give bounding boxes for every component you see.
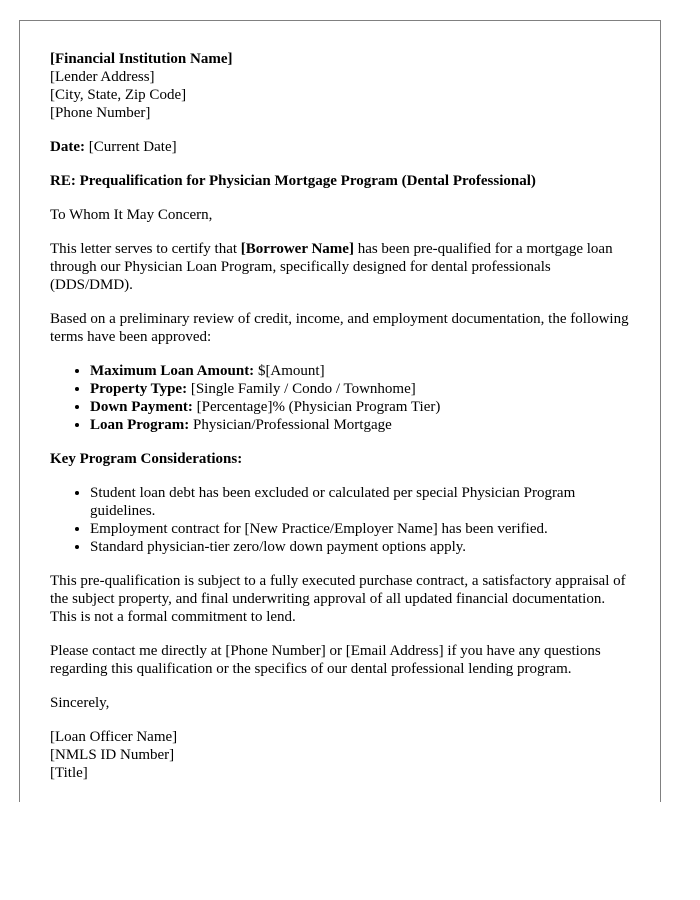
letter-body (50, 50, 630, 782)
term-value: $[Amount] (254, 363, 325, 379)
certification-paragraph (50, 240, 630, 294)
term-item (90, 398, 630, 416)
consideration-item: • Standard physician-tier zero/low down payment options apply. (90, 538, 630, 556)
institution-name: [Financial Institution Name] (50, 51, 233, 67)
term-value: [Single Family / Condo / Townhome] (187, 381, 416, 397)
approved-terms-list (50, 362, 630, 434)
term-item (90, 380, 630, 398)
officer-title: [Title] (50, 765, 88, 781)
term-item (90, 416, 630, 434)
consideration-item: • Employment contract for [New Practice/Employer Name] has been verified. (90, 520, 630, 538)
loan-officer-name: [Loan Officer Name] (50, 729, 178, 745)
lender-address: [Lender Address] (50, 69, 155, 85)
signature-block (50, 728, 630, 782)
lender-phone: [Phone Number] (50, 105, 151, 121)
nmls-id: [NMLS ID Number] (50, 747, 175, 763)
term-label: Loan Program: (90, 417, 190, 433)
certification-text-before: This letter serves to certify that (50, 241, 241, 257)
considerations-list (50, 484, 630, 556)
consideration-item: • Student loan debt has been excluded or calculated per special Physician Program guidelines. (90, 484, 630, 520)
term-label: Maximum Loan Amount: (90, 363, 255, 379)
term-value: [Percentage]% (Physician Program Tier) (192, 399, 441, 415)
term-label: Down Payment: (90, 399, 193, 415)
date-value: [Current Date] (88, 139, 177, 155)
review-paragraph: Based on a preliminary review of credit, income, and employment documentation, the following terms have been approved: (50, 311, 629, 345)
term-label: Property Type: (90, 381, 188, 397)
city-state-zip: [City, State, Zip Code] (50, 87, 187, 103)
term-value: Physician/Professional Mortgage (189, 417, 392, 433)
lender-address-block (50, 50, 630, 122)
date-line (50, 138, 630, 156)
date-label: Date: (50, 139, 85, 155)
closing: Sincerely, (50, 695, 110, 711)
certification-text-after: has been pre-qualified for a mortgage loan through our Physician Loan Program, specifically designed for dental professionals (DDS/DMD). (50, 241, 613, 293)
contact-paragraph: Please contact me directly at [Phone Number] or [Email Address] if you have any questions regarding this qualification or the specifics of our dental professional lending program. (50, 643, 601, 677)
salutation: To Whom It May Concern, (50, 207, 213, 223)
borrower-name: [Borrower Name] (240, 241, 354, 257)
term-item (90, 362, 630, 380)
considerations-heading: Key Program Considerations: (50, 451, 243, 467)
conditions-paragraph: This pre-qualification is subject to a fully executed purchase contract, a satisfactory appraisal of the subject property, and final underwriting approval of all updated financial documentation. This is not a formal commitment to lend. (50, 573, 626, 625)
subject-line: RE: Prequalification for Physician Mortgage Program (Dental Professional) (50, 173, 536, 189)
letter-page (19, 20, 661, 802)
